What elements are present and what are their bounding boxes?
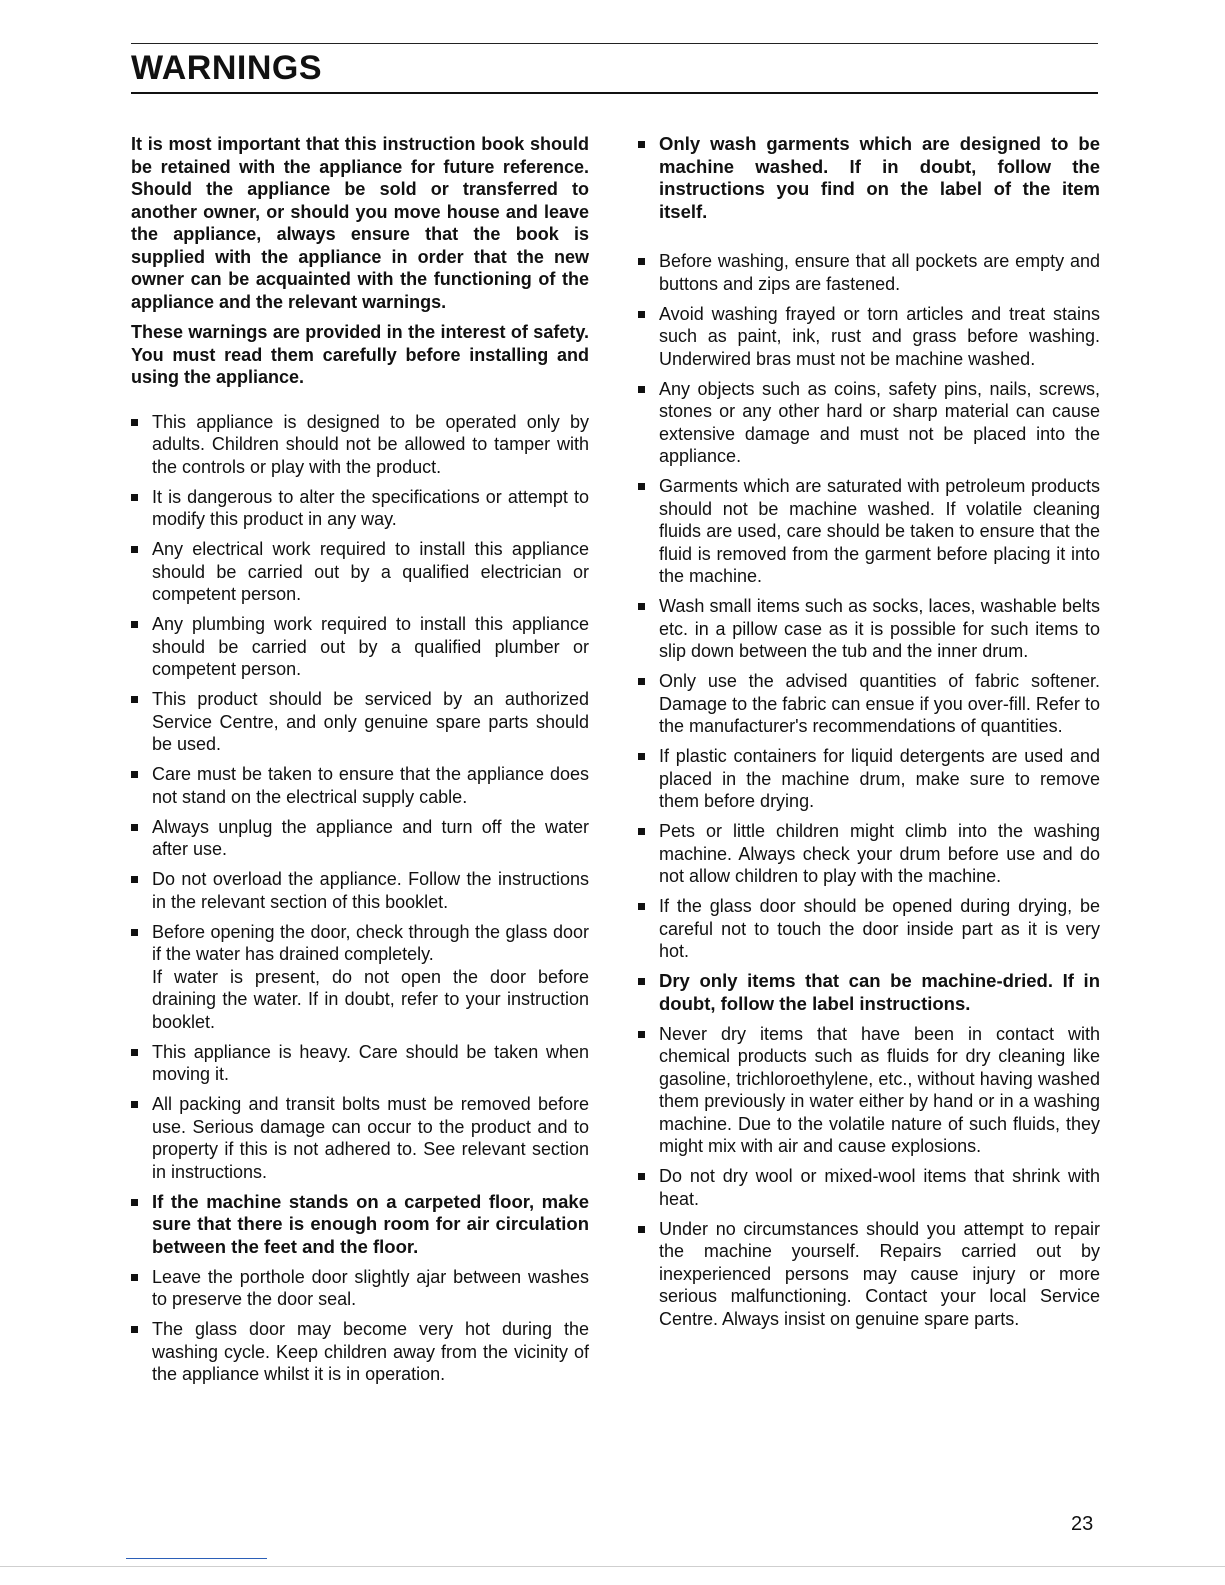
bullet-square-icon xyxy=(638,678,645,685)
bullet-square-icon xyxy=(638,1173,645,1180)
right-warning-list xyxy=(638,133,1100,1330)
bullet-square-icon xyxy=(131,824,138,831)
warning-item: If the glass door should be opened during drying, be careful not to touch the door inside part as it is very hot. xyxy=(638,895,1100,963)
warning-item: Under no circumstances should you attempt to repair the machine yourself. Repairs carried out by inexperienced persons may cause injury or more serious malfunctioning. Contact your local Service Centre. Always insist on genuine spare parts. xyxy=(638,1218,1100,1331)
bullet-square-icon xyxy=(131,771,138,778)
bullet-square-icon xyxy=(638,978,645,985)
intro-paragraph-retain-book: It is most important that this instruction book should be retained with the appliance for future reference. Should the appliance be sold or transferred to another owner, or should you move house and leave the appliance, always ensure that the book is supplied with the appliance in order that the new owner can be acquainted with the functioning of the appliance and the relevant warnings. xyxy=(131,134,589,312)
bullet-square-icon xyxy=(131,1101,138,1108)
warning-item: Before opening the door, check through the glass door if the water has drained completely. If water is present, do not open the door before draining the water. If in doubt, refer to your instruction booklet. xyxy=(131,921,589,1034)
warning-item: Only use the advised quantities of fabric softener. Damage to the fabric can ensue if you over-fill. Refer to the manufacturer's recommendations of quantities. xyxy=(638,670,1100,738)
warning-item: Any objects such as coins, safety pins, nails, screws, stones or any other hard or sharp material can cause extensive damage and must not be placed into the appliance. xyxy=(638,378,1100,468)
top-rule xyxy=(131,43,1098,44)
warning-item-dry-only: Dry only items that can be machine-dried. If in doubt, follow the label instructions. xyxy=(638,970,1100,1015)
bullet-square-icon xyxy=(131,696,138,703)
bullet-square-icon xyxy=(131,929,138,936)
bullet-square-icon xyxy=(131,546,138,553)
warning-item: It is dangerous to alter the specifications or attempt to modify this product in any way. xyxy=(131,486,589,531)
warning-item: Pets or little children might climb into the washing machine. Always check your drum before use and do not allow children to play with the machine. xyxy=(638,820,1100,888)
bullet-square-icon xyxy=(638,386,645,393)
bullet-square-icon xyxy=(638,903,645,910)
bullet-square-icon xyxy=(638,483,645,490)
warning-item: Avoid washing frayed or torn articles and treat stains such as paint, ink, rust and grass before washing. Underwired bras must not be machine washed. xyxy=(638,303,1100,371)
bullet-square-icon xyxy=(131,419,138,426)
left-column xyxy=(131,133,589,1393)
warning-item: Before washing, ensure that all pockets are empty and buttons and zips are fastened. xyxy=(638,250,1100,295)
warning-item: Care must be taken to ensure that the appliance does not stand on the electrical supply cable. xyxy=(131,763,589,808)
warning-item: This appliance is heavy. Care should be taken when moving it. xyxy=(131,1041,589,1086)
bullet-square-icon xyxy=(131,621,138,628)
page-number: 23 xyxy=(1071,1513,1094,1535)
warning-item-carpet: If the machine stands on a carpeted floor, make sure that there is enough room for air circulation between the feet and the floor. xyxy=(131,1191,589,1259)
bullet-square-icon xyxy=(131,876,138,883)
bottom-edge-line xyxy=(0,1566,1225,1567)
warning-item: Any electrical work required to install this appliance should be carried out by a qualified electrician or competent person. xyxy=(131,538,589,606)
warning-item: Always unplug the appliance and turn off the water after use. xyxy=(131,816,589,861)
bullet-square-icon xyxy=(638,1031,645,1038)
bullet-square-icon xyxy=(638,311,645,318)
bullet-square-icon xyxy=(131,1049,138,1056)
page-title: WARNINGS xyxy=(131,49,322,87)
bullet-square-icon xyxy=(638,828,645,835)
warning-item: This product should be serviced by an authorized Service Centre, and only genuine spare parts should be used. xyxy=(131,688,589,756)
warning-item: This appliance is designed to be operated only by adults. Children should not be allowed to tamper with the controls or play with the product. xyxy=(131,411,589,479)
bullet-square-icon xyxy=(131,1199,138,1206)
warning-item: If plastic containers for liquid detergents are used and placed in the machine drum, make sure to remove them before drying. xyxy=(638,745,1100,813)
warning-item: Any plumbing work required to install this appliance should be carried out by a qualified plumber or competent person. xyxy=(131,613,589,681)
warning-item: Do not overload the appliance. Follow the instructions in the relevant section of this booklet. xyxy=(131,868,589,913)
bullet-square-icon xyxy=(638,753,645,760)
bottom-scan-mark xyxy=(126,1558,267,1559)
bullet-square-icon xyxy=(131,1274,138,1281)
warning-item: Wash small items such as socks, laces, washable belts etc. in a pillow case as it is possible for such items to slip down between the tub and the inner drum. xyxy=(638,595,1100,663)
left-warning-list xyxy=(131,411,589,1386)
warning-item: Garments which are saturated with petroleum products should not be machine washed. If volatile cleaning fluids are used, care should be taken to ensure that the fluid is removed from the garment before placing it into the machine. xyxy=(638,475,1100,588)
warning-item: The glass door may become very hot during the washing cycle. Keep children away from the vicinity of the appliance whilst it is in operation. xyxy=(131,1318,589,1386)
warning-item: All packing and transit bolts must be removed before use. Serious damage can occur to the product and to property if this is not adhered to. See relevant section in instructions. xyxy=(131,1093,589,1183)
bullet-square-icon xyxy=(131,1326,138,1333)
bullet-square-icon xyxy=(638,1226,645,1233)
bullet-square-icon xyxy=(638,258,645,265)
title-underline xyxy=(131,92,1098,94)
warning-item-machine-wash: Only wash garments which are designed to be machine washed. If in doubt, follow the instructions you find on the label of the item itself. xyxy=(638,133,1100,223)
warning-item: Leave the porthole door slightly ajar between washes to preserve the door seal. xyxy=(131,1266,589,1311)
bullet-square-icon xyxy=(638,603,645,610)
intro-paragraph-safety: These warnings are provided in the interest of safety. You must read them carefully before installing and using the appliance. xyxy=(131,322,589,387)
bullet-square-icon xyxy=(638,141,645,148)
warning-item: Do not dry wool or mixed-wool items that shrink with heat. xyxy=(638,1165,1100,1210)
warning-item: Never dry items that have been in contact with chemical products such as fluids for dry cleaning like gasoline, trichloroethylene, etc., without having washed them previously in water either by hand or in a washing machine. Due to the volatile nature of such fluids, they might mix with air and cause explosions. xyxy=(638,1023,1100,1158)
bullet-square-icon xyxy=(131,494,138,501)
right-column xyxy=(638,133,1100,1338)
